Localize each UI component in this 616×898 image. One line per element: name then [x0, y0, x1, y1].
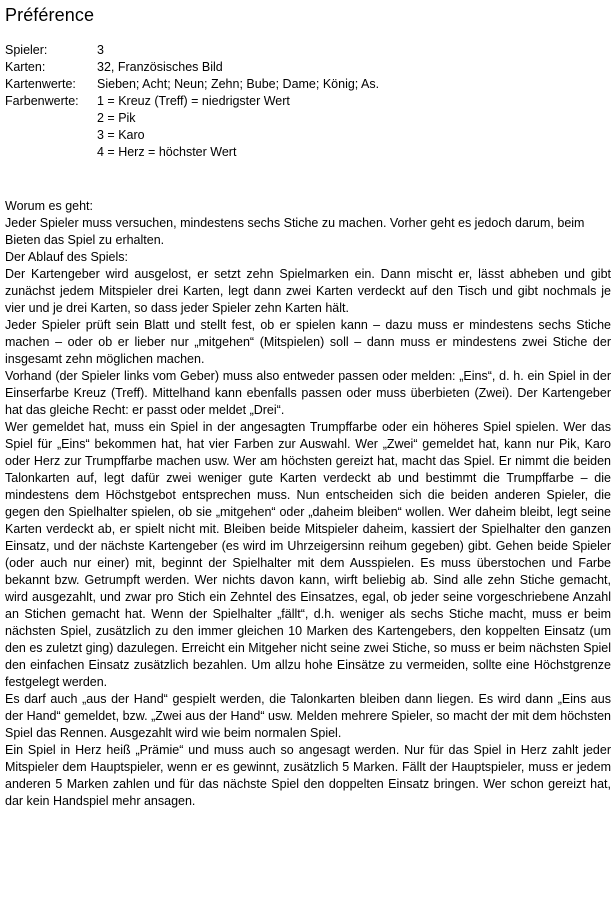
spec-value-card-values: Sieben; Acht; Neun; Zehn; Bube; Dame; König; As. [97, 77, 380, 91]
body-copy [5, 198, 611, 810]
spec-row-suit-3 [5, 127, 611, 144]
spec-spacer-3 [5, 127, 97, 144]
spec-label-card-values: Kartenwerte: [5, 77, 76, 91]
page-title: Préférence [5, 5, 95, 25]
spec-row-cards [5, 59, 611, 76]
paragraph-hand-evaluation: Jeder Spieler prüft sein Blatt und stellt fest, ob er spielen kann – dazu muss er mindestens sechs Stiche machen – oder ob er lieber nur „mitgehen“ (Mitspielen) soll – dann muss er mindestens zwei Stiche der insgesamt zehn möglichen machen. [5, 318, 611, 366]
spec-row-suit-2 [5, 110, 611, 127]
spec-label-players: Spieler: [5, 43, 48, 57]
spec-row-card-values [5, 76, 611, 93]
section-text-objective: Jeder Spieler muss versuchen, mindestens sechs Stiche zu machen. Vorher geht es jedoch darum, beim Bieten das Spiel zu erhalten. [5, 216, 585, 247]
paragraph-play-and-scoring: Wer gemeldet hat, muss ein Spiel in der angesagten Trumpffarbe oder ein höheres Spiel spielen. Wer das Spiel für „Eins“ bekommen hat, hat vier Farben zur Auswahl. Wer „Zwei“ gemeldet hat, kann nur Pik, Karo oder Herz zur Trumpffarbe machen usw. Wer am höchsten gereizt hat, macht das Spiel. Er nimmt die beiden Talonkarten auf, legt dafür zwei weniger gute Karten verdeckt ab und bestimmt die Trumpffarbe – die mindestens dem Höchstgebot entsprechen muss. Nun entscheiden sich die beiden anderen Spieler, die gegen den Spielhalter spielen, ob sie „mitgehen“ oder „daheim bleiben“ wollen. Wer daheim bleibt, legt seine Karten verdeckt ab, er spielt nicht mit. Bleiben beide Mitspieler daheim, kassiert der Spielhalter den ganzen Einsatz, und der nächste Kartengeber (es wird im Uhrzeigersinn reihum gegeben) gibt. Gehen beide Spieler (oder auch nur einer) mit, beginnt der Spielhalter mit dem Ausspielen. Es muss überstochen und Farbe bekannt bzw. Getrumpft werden. Wer nichts davon kann, wirft beliebig ab. Sind alle zehn Stiche gemacht, wird ausgezahlt, und zwar pro Stich ein Zehntel des Einsatzes, egal, ob jeder seine vorgeschriebene Anzahl an Stichen gemacht hat. Wenn der Spielhalter „fällt“, d.h. weniger als sechs Stiche macht, muss er beim nächsten Spiel, zusätzlich zu den immer gleichen 10 Marken des Kartengebers, den koppelten Einsatz (um den es zuletzt ging) dazulegen. Erreicht ein Mitgeher nicht seine zwei Stiche, so muss er beim nächsten Spiel den einfachen Einsatz zusätzlich bezahlen. Um allzu hohe Einsätze zu vermeiden, sollte eine Höchstgrenze festgelegt werden. [5, 420, 611, 689]
spec-row-players [5, 42, 611, 59]
spec-value-suit-3: 3 = Karo [97, 128, 145, 142]
spec-value-suit-2: 2 = Pik [97, 111, 136, 125]
paragraph-praemie: Ein Spiel in Herz heiß „Prämie“ und muss auch so angesagt werden. Nur für das Spiel in Herz zahlt jeder Mitspieler dem Hauptspieler, wenn er es gewinnt, zusätzlich 5 Marken. Fällt der Hauptspieler, muss er jedem anderen 5 Marken zahlen und für das nächste Spiel den doppelten Einsatz bringen. Wer schon gereizt hat, dar kein Handspiel mehr ansagen. [5, 743, 611, 808]
paragraph-aus-der-hand: Es darf auch „aus der Hand“ gespielt werden, die Talonkarten bleiben dann liegen. Es wird dann „Eins aus der Hand“ gemeldet, bzw. „Zwei aus der Hand“ usw. Melden mehrere Spieler, so macht der mit dem höchsten Spiel das Rennen. Ausgezahlt wird wie beim normalen Spiel. [5, 692, 611, 740]
spec-row-suit-values [5, 93, 611, 110]
spec-spacer-2 [5, 110, 97, 127]
section-heading-objective: Worum es geht: [5, 199, 94, 213]
section-heading-course: Der Ablauf des Spiels: [5, 250, 128, 264]
spec-spacer-4 [5, 144, 97, 161]
spec-value-players: 3 [97, 43, 104, 57]
paragraph-bidding: Vorhand (der Spieler links vom Geber) muss also entweder passen oder melden: „Eins“, d. h. ein Spiel in der Einserfarbe Kreuz (Treff). Mittelhand kann ebenfalls passen oder muss überbieten (Zwei). Der Kartengeber hat das gleiche Recht: er passt oder meldet „Drei“. [5, 369, 611, 417]
spec-value-suit-1: 1 = Kreuz (Treff) = niedrigster Wert [97, 94, 290, 108]
spec-value-suit-4: 4 = Herz = höchster Wert [97, 145, 237, 159]
paragraph-dealing: Der Kartengeber wird ausgelost, er setzt zehn Spielmarken ein. Dann mischt er, lässt abheben und gibt zunächst jedem Mitspieler drei Karten, legt dann zwei Karten verdeckt auf den Tisch und gibt nochmals je vier und je drei Karten, so dass jeder Spieler zehn Karten hält. [5, 267, 611, 315]
spec-row-suit-4 [5, 144, 611, 161]
spec-label-suit-values: Farbenwerte: [5, 94, 79, 108]
game-spec-list [5, 42, 611, 161]
spec-value-cards: 32, Französisches Bild [97, 60, 223, 74]
spec-label-cards: Karten: [5, 60, 46, 74]
